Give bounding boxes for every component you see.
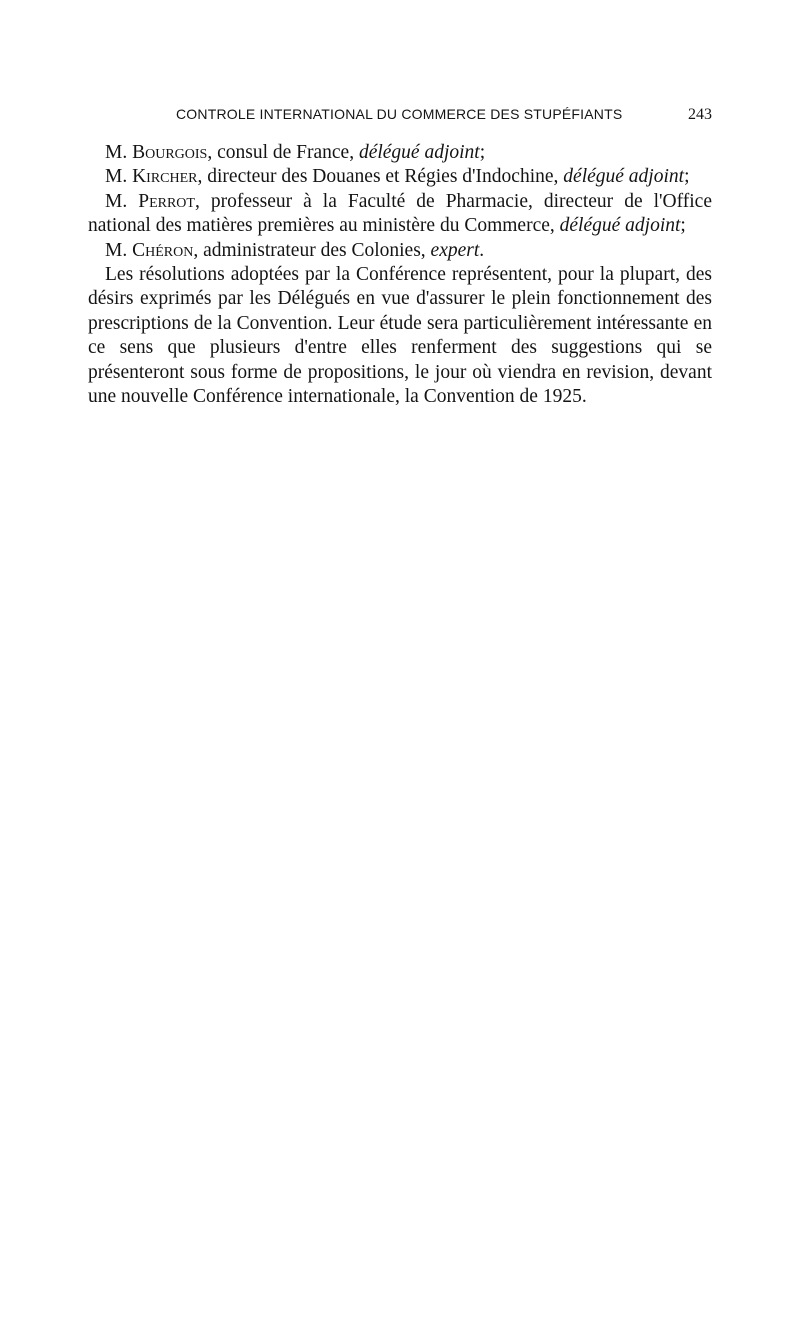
delegate-name: Perrot [138,190,195,212]
delegate-title: , administrateur des Colonies, [193,239,431,261]
entry-prefix: M. [105,166,133,188]
delegate-role: délégué adjoint [563,166,685,188]
delegate-role: délégué adjoint [559,215,681,237]
delegate-title: , directeur des Douanes et Régies d'Indochine, [197,166,564,188]
entry-prefix: M. [105,239,133,261]
delegate-role: expert [430,239,480,261]
entry-prefix: M. [105,190,139,212]
page-number: 243 [688,106,712,123]
resolutions-paragraph: Les résolutions adoptées par la Conférence représentent, pour la plupart, des désirs exprimés par les Délégués en vue d'assurer le plein fonctionnement des prescriptions de la Convention. Leur étude sera particulièrement intéressante en ce sens que plusieurs d'entre elles renferment des suggestions qui se présenteront sous forme de propositions, le jour où viendra en revision, devant une nouvelle Conférence internationale, la Convention de 1925. [88,264,712,408]
delegate-name: Bourgois [132,142,208,163]
delegate-entry-kircher [88,165,712,189]
delegate-entry-bourgois [88,141,712,165]
body-text [88,141,712,409]
delegate-name: Chéron [132,239,194,261]
entry-suffix: . [479,239,485,261]
delegate-name: Kircher [132,166,198,188]
delegate-entry-perrot [88,190,712,239]
running-head [88,106,712,128]
entry-prefix: M. [105,142,133,163]
entry-suffix: ; [680,215,686,237]
delegate-entry-cheron [88,239,712,263]
entry-suffix: ; [684,166,690,188]
entry-suffix: ; [479,142,486,163]
delegate-title: , consul de France, [207,142,359,163]
running-title: CONTROLE INTERNATIONAL DU COMMERCE DES STUPÉFIANTS [176,106,623,122]
delegate-title: , professeur à la Faculté de Pharmacie, directeur de l'Office national des matières premières au ministère du Commerce, [88,190,712,237]
delegate-role: délégué adjoint [358,142,480,163]
